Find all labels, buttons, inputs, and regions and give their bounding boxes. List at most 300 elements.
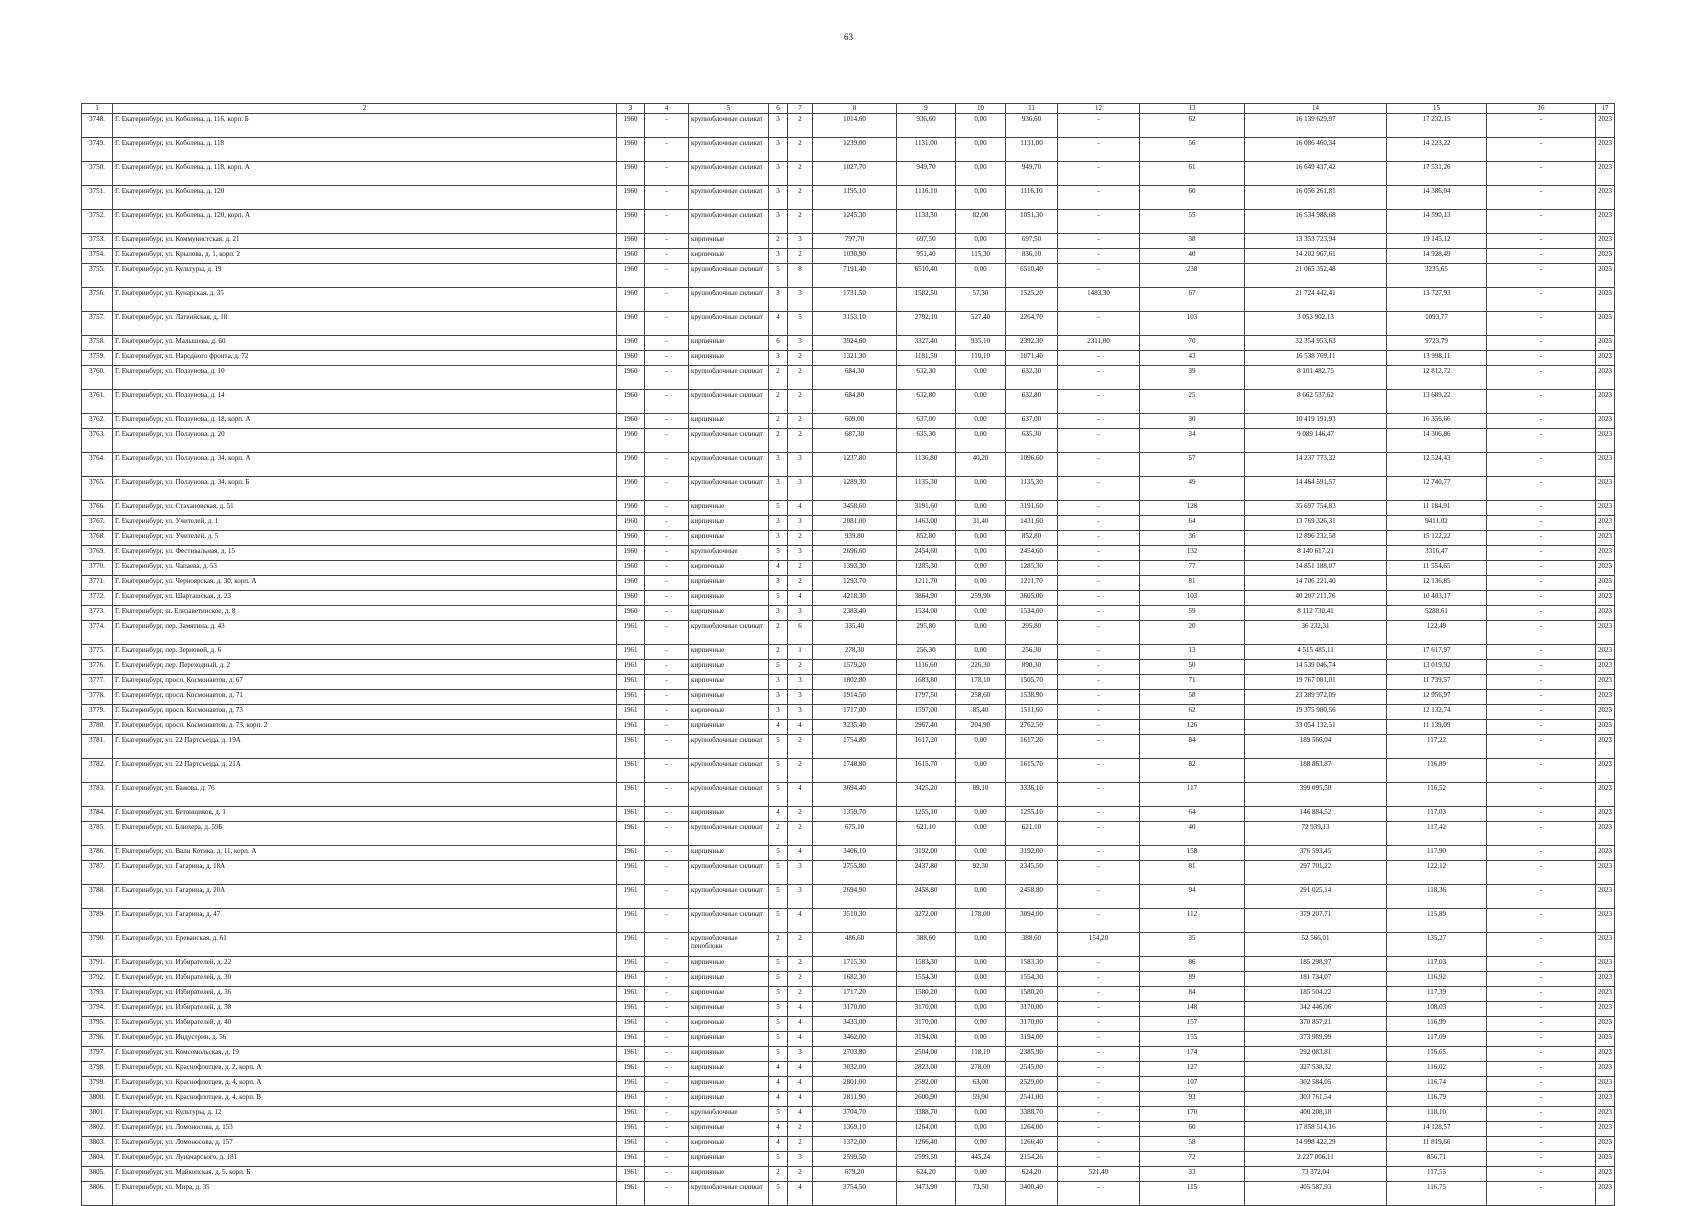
cell-col-11: 1505,70 (1006, 675, 1058, 690)
cell-col-7: 2 (788, 366, 813, 390)
cell-col-2: Г. Екатеринбург, ул. Краснофлотцев, д. 2, корп. А (113, 1062, 617, 1077)
cell-col-13: 56 (1140, 138, 1245, 162)
cell-col-1: 3775. (82, 645, 113, 660)
cell-col-7: 6 (788, 621, 813, 645)
cell-col-1: 3796. (82, 1032, 113, 1047)
cell-col-16: - (1487, 645, 1596, 660)
cell-col-15: 11 554,65 (1387, 561, 1487, 576)
cell-col-17: 2023 (1596, 909, 1615, 933)
cell-col-7: 1 (788, 645, 813, 660)
cell-col-17: 2023 (1596, 690, 1615, 705)
cell-col-12: - (1058, 576, 1140, 591)
cell-col-1: 3793. (82, 987, 113, 1002)
cell-col-10: 0,00 (956, 429, 1006, 453)
cell-col-5: крупноблочные силикат (689, 138, 769, 162)
cell-col-9: 3388,70 (897, 1107, 956, 1122)
cell-col-14: 33 054 132,51 (1245, 720, 1387, 735)
cell-col-11: 621,10 (1006, 822, 1058, 846)
cell-col-3: 1960 (617, 429, 645, 453)
cell-col-11: 295,80 (1006, 621, 1058, 645)
cell-col-9: 624,20 (897, 1167, 956, 1182)
cell-col-14: 302 584,05 (1245, 1077, 1387, 1092)
cell-col-17: 2023 (1596, 987, 1615, 1002)
cell-col-6: 5 (769, 264, 788, 288)
cell-col-7: 2 (788, 162, 813, 186)
cell-col-17: 2023 (1596, 288, 1615, 312)
cell-col-5: кирпичные (689, 690, 769, 705)
cell-col-12: - (1058, 516, 1140, 531)
table-row (82, 759, 1615, 783)
cell-col-10: 0,00 (956, 234, 1006, 249)
cell-col-12: - (1058, 249, 1140, 264)
cell-col-15: 10 403,17 (1387, 591, 1487, 606)
cell-col-3: 1961 (617, 987, 645, 1002)
cell-col-2: Г. Екатеринбург, ул. Учителей, д. 1 (113, 516, 617, 531)
cell-col-16: - (1487, 591, 1596, 606)
cell-col-16: - (1487, 1122, 1596, 1137)
cell-col-15: 12 812,72 (1387, 366, 1487, 390)
cell-col-9: 1133,30 (897, 210, 956, 234)
cell-col-11: 890,30 (1006, 660, 1058, 675)
cell-col-13: 43 (1140, 351, 1245, 366)
cell-col-4: - (645, 453, 689, 477)
cell-col-10: 118,10 (956, 1047, 1006, 1062)
cell-col-15: 14 223,22 (1387, 138, 1487, 162)
cell-col-6: 3 (769, 210, 788, 234)
cell-col-5: кирпичные (689, 1002, 769, 1017)
cell-col-14: 292 083,81 (1245, 1047, 1387, 1062)
table-row (82, 1032, 1615, 1047)
cell-col-15: 117,03 (1387, 957, 1487, 972)
cell-col-3: 1961 (617, 735, 645, 759)
cell-col-3: 1961 (617, 957, 645, 972)
cell-col-17: 2023 (1596, 1152, 1615, 1167)
cell-col-13: 89 (1140, 972, 1245, 987)
cell-col-14: 370 857,21 (1245, 1017, 1387, 1032)
cell-col-13: 34 (1140, 429, 1245, 453)
cell-col-5: крупноблочные силикат (689, 210, 769, 234)
cell-col-9: 3191,60 (897, 501, 956, 516)
cell-col-4: - (645, 972, 689, 987)
cell-col-7: 2 (788, 138, 813, 162)
cell-col-17: 2023 (1596, 705, 1615, 720)
cell-col-16: - (1487, 675, 1596, 690)
cell-col-14: 405 587,93 (1245, 1182, 1387, 1206)
table-row (82, 690, 1615, 705)
cell-col-5: кирпичные (689, 561, 769, 576)
cell-col-6: 5 (769, 957, 788, 972)
cell-col-16: - (1487, 414, 1596, 429)
cell-col-8: 1393,30 (813, 561, 897, 576)
cell-col-6: 4 (769, 1092, 788, 1107)
cell-col-15: 108,03 (1387, 1002, 1487, 1017)
cell-col-11: 3094,00 (1006, 909, 1058, 933)
cell-col-8: 1237,80 (813, 453, 897, 477)
cell-col-3: 1961 (617, 1062, 645, 1077)
cell-col-16: - (1487, 186, 1596, 210)
cell-col-8: 2383,40 (813, 606, 897, 621)
cell-col-1: 3750. (82, 162, 113, 186)
cell-col-5: кирпичные (689, 351, 769, 366)
cell-col-6: 3 (769, 288, 788, 312)
cell-col-15: 1093,77 (1387, 312, 1487, 336)
cell-col-1: 3774. (82, 621, 113, 645)
cell-col-5: кирпичные (689, 675, 769, 690)
cell-col-14: 14 539 046,74 (1245, 660, 1387, 675)
cell-col-11: 3170,00 (1006, 1017, 1058, 1032)
cell-col-5: кирпичные (689, 1122, 769, 1137)
cell-col-2: Г. Екатеринбург, ул. Индустрии, д. 56 (113, 1032, 617, 1047)
cell-col-15: 19 145,12 (1387, 234, 1487, 249)
cell-col-2: Г. Екатеринбург, ул. Ползунова, д. 18, корп. А (113, 414, 617, 429)
cell-col-11: 2529,00 (1006, 1077, 1058, 1092)
cell-col-9: 1463,00 (897, 516, 956, 531)
cell-col-5: кирпичные (689, 645, 769, 660)
cell-col-4: - (645, 336, 689, 351)
cell-col-11: 3170,00 (1006, 1002, 1058, 1017)
cell-col-8: 2703,80 (813, 1047, 897, 1062)
cell-col-17: 2023 (1596, 861, 1615, 885)
cell-col-10: 0,00 (956, 621, 1006, 645)
cell-col-8: 3924,60 (813, 336, 897, 351)
cell-col-16: - (1487, 477, 1596, 501)
cell-col-11: 624,20 (1006, 1167, 1058, 1182)
cell-col-3: 1961 (617, 1107, 645, 1122)
cell-col-14: 379 207,71 (1245, 909, 1387, 933)
cell-col-2: Г. Екатеринбург, просп. Космонавтов, д. 73 (113, 705, 617, 720)
cell-col-1: 3754. (82, 249, 113, 264)
cell-col-3: 1961 (617, 972, 645, 987)
cell-col-10: 73,50 (956, 1182, 1006, 1206)
cell-col-10: 0,00 (956, 264, 1006, 288)
cell-col-13: 35 (1140, 933, 1245, 957)
cell-col-15: 12 132,74 (1387, 705, 1487, 720)
cell-col-7: 4 (788, 909, 813, 933)
cell-col-5: кирпичные (689, 414, 769, 429)
cell-col-17: 2023 (1596, 1032, 1615, 1047)
cell-col-6: 4 (769, 561, 788, 576)
cell-col-13: 157 (1140, 1017, 1245, 1032)
cell-col-9: 635,30 (897, 429, 956, 453)
cell-col-5: крупноблочные силикат (689, 453, 769, 477)
cell-col-4: - (645, 735, 689, 759)
table-row (82, 516, 1615, 531)
cell-col-9: 1116,10 (897, 186, 956, 210)
cell-col-4: - (645, 606, 689, 621)
cell-col-14: 14 202 967,61 (1245, 249, 1387, 264)
cell-col-9: 949,70 (897, 162, 956, 186)
table-row (82, 264, 1615, 288)
cell-col-15: 16 356,66 (1387, 414, 1487, 429)
cell-col-2: Г. Екатеринбург, ул. Краснофлотцев, д. 4, корп. В (113, 1092, 617, 1107)
cell-col-7: 4 (788, 1062, 813, 1077)
cell-col-10: 0,00 (956, 822, 1006, 846)
cell-col-15: 135,27 (1387, 933, 1487, 957)
cell-col-5: крупноблочные силикат (689, 621, 769, 645)
cell-col-2: Г. Екатеринбург, ул. Коммунистская, д. 21 (113, 234, 617, 249)
cell-col-2: Г. Екатеринбург, ул. Избирателей, д. 30 (113, 972, 617, 987)
cell-col-17: 2023 (1596, 429, 1615, 453)
cell-col-14: 14 464 591,57 (1245, 477, 1387, 501)
cell-col-8: 1293,70 (813, 576, 897, 591)
cell-col-14: 17 858 514,16 (1245, 1122, 1387, 1137)
page-number: 63 (844, 32, 853, 42)
cell-col-16: - (1487, 621, 1596, 645)
cell-col-1: 3794. (82, 1002, 113, 1017)
cell-col-13: 127 (1140, 1062, 1245, 1077)
cell-col-11: 1580,20 (1006, 987, 1058, 1002)
cell-col-4: - (645, 591, 689, 606)
cell-col-14: 8 140 617,21 (1245, 546, 1387, 561)
cell-col-12: - (1058, 210, 1140, 234)
cell-col-9: 2599,50 (897, 1152, 956, 1167)
cell-col-5: крупноблочные силикат (689, 264, 769, 288)
cell-col-15: 12 956,97 (1387, 690, 1487, 705)
cell-col-4: - (645, 1092, 689, 1107)
table-row (82, 531, 1615, 546)
cell-col-8: 1717,00 (813, 705, 897, 720)
cell-col-4: - (645, 807, 689, 822)
cell-col-5: крупноблочные силикат (689, 735, 769, 759)
cell-col-13: 60 (1140, 186, 1245, 210)
cell-col-15: 116,89 (1387, 759, 1487, 783)
cell-col-13: 71 (1140, 675, 1245, 690)
cell-col-4: - (645, 531, 689, 546)
cell-col-9: 388,60 (897, 933, 956, 957)
cell-col-14: 373 989,99 (1245, 1032, 1387, 1047)
cell-col-7: 4 (788, 783, 813, 807)
cell-col-4: - (645, 645, 689, 660)
cell-col-8: 4218,30 (813, 591, 897, 606)
cell-col-1: 3806. (82, 1182, 113, 1206)
cell-col-14: 376 593,45 (1245, 846, 1387, 861)
cell-col-13: 128 (1140, 501, 1245, 516)
cell-col-8: 2755,80 (813, 861, 897, 885)
cell-col-12: 521,40 (1058, 1167, 1140, 1182)
cell-col-1: 3801. (82, 1107, 113, 1122)
cell-col-2: Г. Екатеринбург, ул. Культуры, д. 12 (113, 1107, 617, 1122)
cell-col-12: - (1058, 846, 1140, 861)
cell-col-9: 632,80 (897, 390, 956, 414)
cell-col-5: кирпичные (689, 807, 769, 822)
cell-col-17: 2023 (1596, 675, 1615, 690)
cell-col-16: - (1487, 660, 1596, 675)
cell-col-9: 3170,00 (897, 1017, 956, 1032)
cell-col-8: 1245,30 (813, 210, 897, 234)
cell-col-14: 291 025,14 (1245, 885, 1387, 909)
cell-col-11: 1583,30 (1006, 957, 1058, 972)
cell-col-9: 2458,80 (897, 885, 956, 909)
table-row (82, 390, 1615, 414)
cell-col-15: 17 617,97 (1387, 645, 1487, 660)
table-row (82, 1077, 1615, 1092)
cell-col-10: 178,10 (956, 675, 1006, 690)
cell-col-2: Г. Екатеринбург, ул. Майкопская, д. 5, корп. Б (113, 1167, 617, 1182)
cell-col-11: 2458,80 (1006, 885, 1058, 909)
cell-col-8: 679,20 (813, 1167, 897, 1182)
table-row (82, 720, 1615, 735)
cell-col-9: 632,30 (897, 366, 956, 390)
cell-col-7: 2 (788, 1167, 813, 1182)
cell-col-12: - (1058, 264, 1140, 288)
cell-col-12: 1483,30 (1058, 288, 1140, 312)
cell-col-15: 3235,65 (1387, 264, 1487, 288)
cell-col-10: 0,00 (956, 138, 1006, 162)
cell-col-8: 1014,60 (813, 114, 897, 138)
cell-col-4: - (645, 546, 689, 561)
cell-col-9: 1264,00 (897, 1122, 956, 1137)
cell-col-7: 2 (788, 390, 813, 414)
cell-col-9: 1136,80 (897, 453, 956, 477)
cell-col-8: 675,10 (813, 822, 897, 846)
cell-col-1: 3779. (82, 705, 113, 720)
cell-col-5: крупноблочные (689, 1107, 769, 1122)
cell-col-5: кирпичные (689, 576, 769, 591)
table-row (82, 1167, 1615, 1182)
cell-col-12: - (1058, 957, 1140, 972)
cell-col-1: 3772. (82, 591, 113, 606)
cell-col-13: 115 (1140, 1182, 1245, 1206)
cell-col-3: 1961 (617, 720, 645, 735)
cell-col-10: 0,00 (956, 114, 1006, 138)
cell-col-16: - (1487, 606, 1596, 621)
table-row (82, 705, 1615, 720)
cell-col-8: 1748,80 (813, 759, 897, 783)
cell-col-6: 5 (769, 861, 788, 885)
cell-col-8: 1717,20 (813, 987, 897, 1002)
cell-col-5: кирпичные (689, 234, 769, 249)
cell-col-8: 1289,30 (813, 477, 897, 501)
cell-col-5: кирпичные (689, 1167, 769, 1182)
cell-col-15: 116,74 (1387, 1077, 1487, 1092)
cell-col-14: 19 375 980,56 (1245, 705, 1387, 720)
cell-col-4: - (645, 909, 689, 933)
cell-col-14: 181 734,07 (1245, 972, 1387, 987)
cell-col-2: Г. Екатеринбург, ул. Комсомольская, д. 19 (113, 1047, 617, 1062)
cell-col-5: кирпичные (689, 1017, 769, 1032)
column-header-7: 7 (788, 104, 813, 114)
cell-col-1: 3752. (82, 210, 113, 234)
cell-col-8: 2801,00 (813, 1077, 897, 1092)
cell-col-6: 4 (769, 807, 788, 822)
cell-col-14: 10 419 191,93 (1245, 414, 1387, 429)
cell-col-17: 2023 (1596, 606, 1615, 621)
cell-col-15: 17 531,26 (1387, 162, 1487, 186)
cell-col-2: Г. Екатеринбург, ул. Избирателей, д. 40 (113, 1017, 617, 1032)
cell-col-5: кирпичные (689, 531, 769, 546)
cell-col-11: 697,50 (1006, 234, 1058, 249)
cell-col-2: Г. Екатеринбург, ул. Ломоносова, д. 157 (113, 1137, 617, 1152)
cell-col-3: 1961 (617, 783, 645, 807)
cell-col-5: крупноблочные силикат (689, 477, 769, 501)
cell-col-9: 1266,40 (897, 1137, 956, 1152)
cell-col-17: 2023 (1596, 210, 1615, 234)
cell-col-12: - (1058, 1137, 1140, 1152)
cell-col-11: 1131,00 (1006, 138, 1058, 162)
cell-col-5: крупноблочные силикат (689, 390, 769, 414)
cell-col-10: 0,00 (956, 1137, 1006, 1152)
cell-col-17: 2023 (1596, 477, 1615, 501)
cell-col-14: 189 566,04 (1245, 735, 1387, 759)
cell-col-5: кирпичные (689, 705, 769, 720)
cell-col-11: 1096,60 (1006, 453, 1058, 477)
cell-col-9: 1580,20 (897, 987, 956, 1002)
cell-col-15: 117,42 (1387, 822, 1487, 846)
cell-col-4: - (645, 720, 689, 735)
cell-col-14: 4 515 485,11 (1245, 645, 1387, 660)
cell-col-12: - (1058, 621, 1140, 645)
cell-col-13: 93 (1140, 1092, 1245, 1107)
cell-col-9: 3864,90 (897, 591, 956, 606)
cell-col-5: кирпичные (689, 987, 769, 1002)
cell-col-15: 12 740,77 (1387, 477, 1487, 501)
cell-col-1: 3771. (82, 576, 113, 591)
cell-col-16: - (1487, 1077, 1596, 1092)
cell-col-14: 146 884,52 (1245, 807, 1387, 822)
cell-col-6: 5 (769, 1107, 788, 1122)
cell-col-17: 2023 (1596, 366, 1615, 390)
cell-col-3: 1960 (617, 591, 645, 606)
cell-col-1: 3773. (82, 606, 113, 621)
cell-col-7: 3 (788, 690, 813, 705)
cell-col-10: 63,00 (956, 1077, 1006, 1092)
cell-col-12: - (1058, 645, 1140, 660)
cell-col-13: 57 (1140, 453, 1245, 477)
cell-col-17: 2023 (1596, 1182, 1615, 1206)
cell-col-16: - (1487, 846, 1596, 861)
cell-col-10: 0,00 (956, 501, 1006, 516)
cell-col-12: - (1058, 885, 1140, 909)
cell-col-6: 5 (769, 1047, 788, 1062)
cell-col-7: 3 (788, 1152, 813, 1167)
cell-col-11: 1554,30 (1006, 972, 1058, 987)
cell-col-17: 2023 (1596, 1092, 1615, 1107)
column-header-10: 10 (956, 104, 1006, 114)
cell-col-2: Г. Екатеринбург, просп. Космонавтов, д. 71 (113, 690, 617, 705)
cell-col-12: - (1058, 1047, 1140, 1062)
cell-col-16: - (1487, 1062, 1596, 1077)
cell-col-10: 178,00 (956, 909, 1006, 933)
cell-col-10: 0,00 (956, 1032, 1006, 1047)
cell-col-2: Г. Екатеринбург, ул. 22 Партсъезда, д. 21А (113, 759, 617, 783)
cell-col-3: 1961 (617, 909, 645, 933)
cell-col-1: 3762. (82, 414, 113, 429)
cell-col-3: 1960 (617, 234, 645, 249)
cell-col-10: 0,00 (956, 531, 1006, 546)
cell-col-7: 3 (788, 606, 813, 621)
cell-col-10: 0,00 (956, 414, 1006, 429)
cell-col-3: 1960 (617, 366, 645, 390)
cell-col-13: 64 (1140, 807, 1245, 822)
cell-col-10: 82,00 (956, 210, 1006, 234)
cell-col-14: 185 504,22 (1245, 987, 1387, 1002)
cell-col-12: - (1058, 1077, 1140, 1092)
cell-col-17: 2023 (1596, 735, 1615, 759)
cell-col-16: - (1487, 501, 1596, 516)
cell-col-4: - (645, 933, 689, 957)
cell-col-9: 295,80 (897, 621, 956, 645)
cell-col-1: 3777. (82, 675, 113, 690)
cell-col-2: Г. Екатеринбург, просп. Космонавтов, д. 67 (113, 675, 617, 690)
cell-col-4: - (645, 501, 689, 516)
cell-col-13: 20 (1140, 621, 1245, 645)
cell-col-5: крупноблочные силикат (689, 162, 769, 186)
cell-col-9: 936,60 (897, 114, 956, 138)
cell-col-7: 2 (788, 660, 813, 675)
cell-col-10: 0,00 (956, 576, 1006, 591)
cell-col-14: 14 706 221,40 (1245, 576, 1387, 591)
cell-col-16: - (1487, 909, 1596, 933)
